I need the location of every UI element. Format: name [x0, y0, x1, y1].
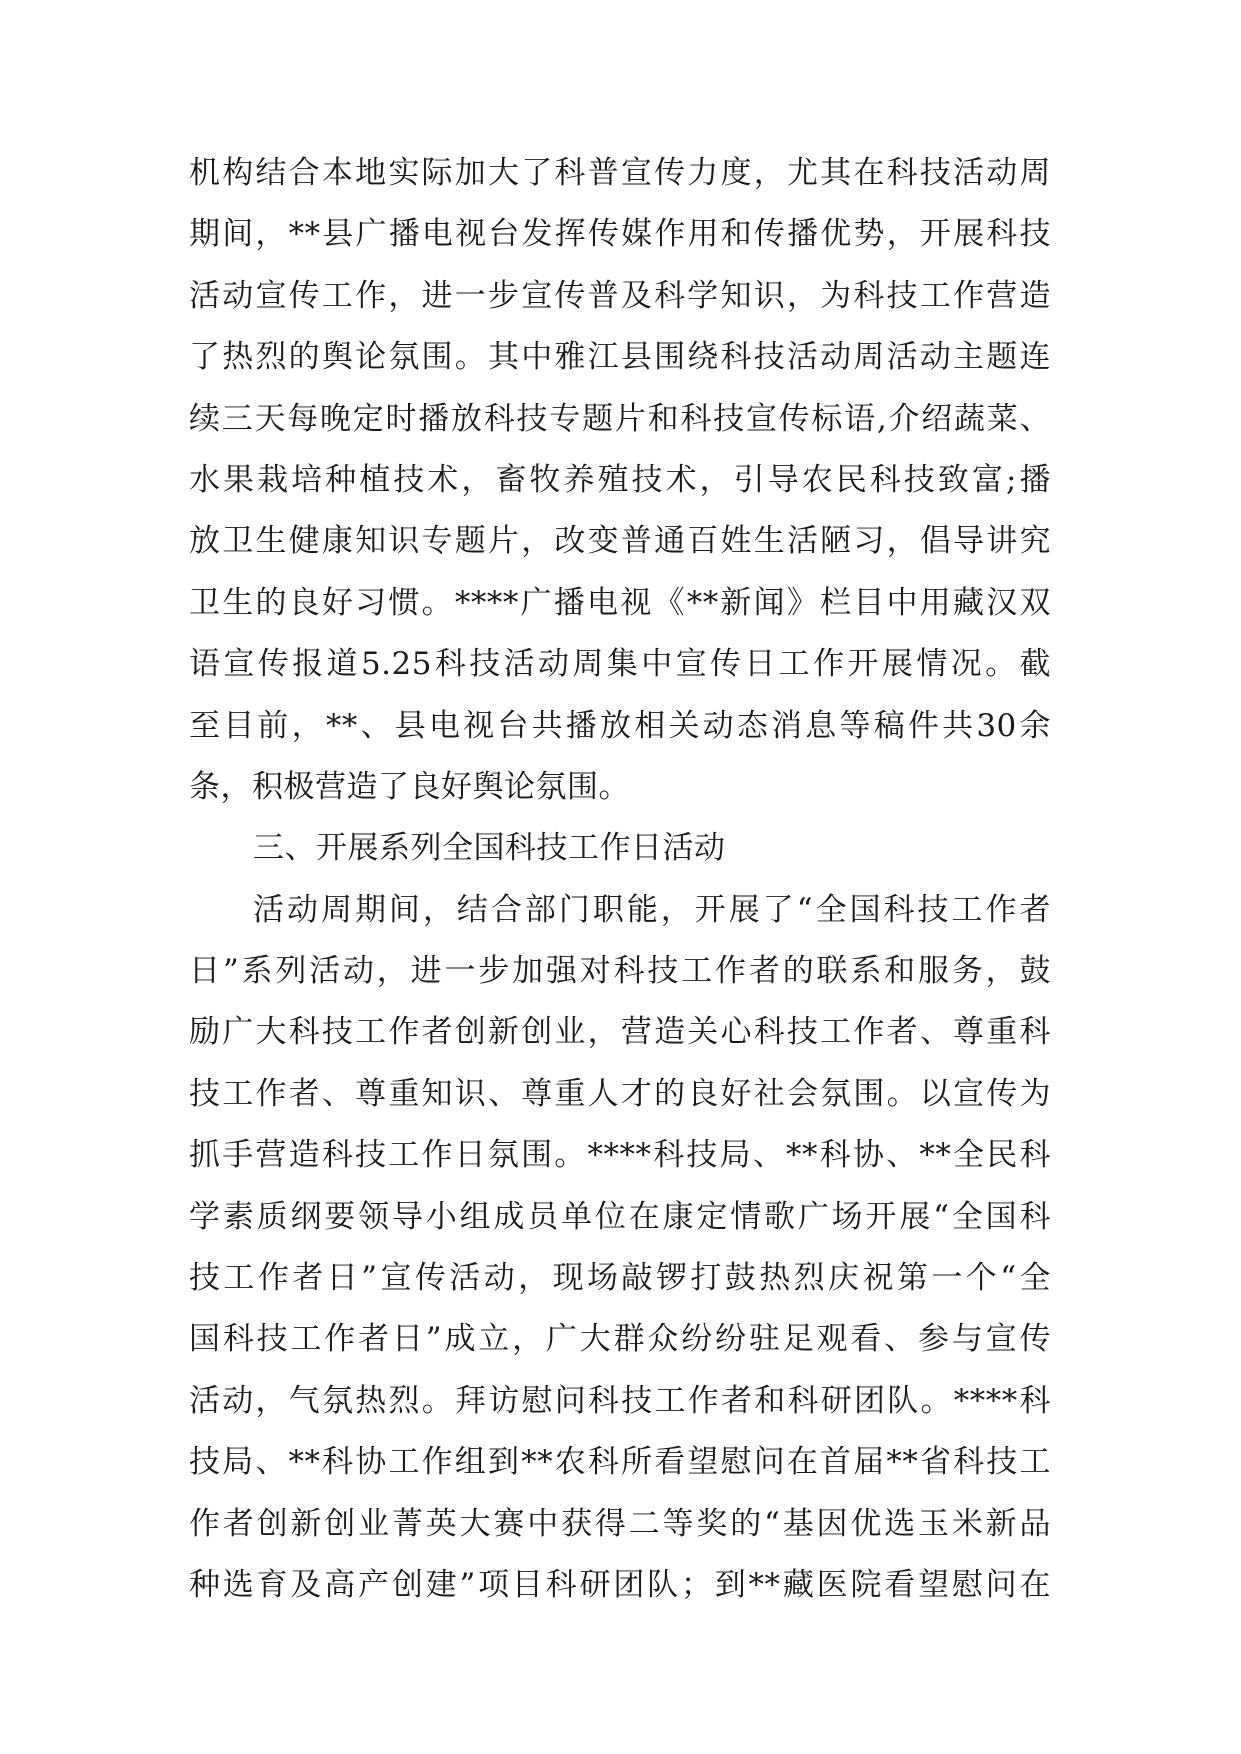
text-line: 了热烈的舆论氛围。其中雅江县围绕科技活动周活动主题连: [189, 339, 1051, 376]
text-line: 放卫生健康知识专题片，改变普通百姓生活陋习，倡导讲究: [189, 523, 1051, 560]
section-heading: 三、开展系列全国科技工作日活动: [253, 830, 726, 867]
text-line: 国科技工作者日”成立，广大群众纷纷驻足观看、参与宣传: [189, 1321, 1051, 1358]
text-line: 种选育及高产创建”项目科研团队；到**藏医院看望慰问在: [189, 1566, 1051, 1603]
text-line: 技工作者、尊重知识、尊重人才的良好社会氛围。以宣传为: [189, 1075, 1051, 1112]
text-line: 水果栽培种植技术，畜牧养殖技术，引导农民科技致富;播: [189, 461, 1051, 498]
text-line: 作者创新创业菁英大赛中获得二等奖的“基因优选玉米新品: [189, 1505, 1051, 1542]
text-line: 活动宣传工作，进一步宣传普及科学知识，为科技工作营造: [189, 277, 1051, 314]
text-line: 技局、**科协工作组到**农科所看望慰问在首届**省科技工: [189, 1444, 1051, 1481]
text-line: 期间，**县广播电视台发挥传媒作用和传播优势，开展科技: [189, 216, 1051, 253]
text-line: 卫生的良好习惯。****广播电视《**新闻》栏目中用藏汉双: [189, 584, 1051, 621]
text-line: 日”系列活动，进一步加强对科技工作者的联系和服务，鼓: [189, 953, 1051, 990]
body-text: [189, 143, 1051, 1616]
text-line: 条，积极营造了良好舆论氛围。: [189, 768, 630, 805]
text-line: 至目前，**、县电视台共播放相关动态消息等稿件共30余: [189, 707, 1051, 744]
text-line: 活动，气氛热烈。拜访慰问科技工作者和科研团队。****科: [189, 1382, 1051, 1419]
text-line: 续三天每晚定时播放科技专题片和科技宣传标语,介绍蔬菜、: [189, 400, 1051, 437]
text-line: 技工作者日”宣传活动，现场敲锣打鼓热烈庆祝第一个“全: [189, 1260, 1051, 1297]
text-line: 语宣传报道5.25科技活动周集中宣传日工作开展情况。截: [189, 646, 1051, 683]
text-line: 学素质纲要领导小组成员单位在康定情歌广场开展“全国科: [189, 1198, 1051, 1235]
text-line: 机构结合本地实际加大了科普宣传力度，尤其在科技活动周: [189, 155, 1051, 191]
text-line: 励广大科技工作者创新创业，营造关心科技工作者、尊重科: [189, 1014, 1051, 1051]
text-line: 抓手营造科技工作日氛围。****科技局、**科协、**全民科: [189, 1137, 1051, 1174]
text-line: 活动周期间，结合部门职能，开展了“全国科技工作者: [253, 891, 1051, 928]
